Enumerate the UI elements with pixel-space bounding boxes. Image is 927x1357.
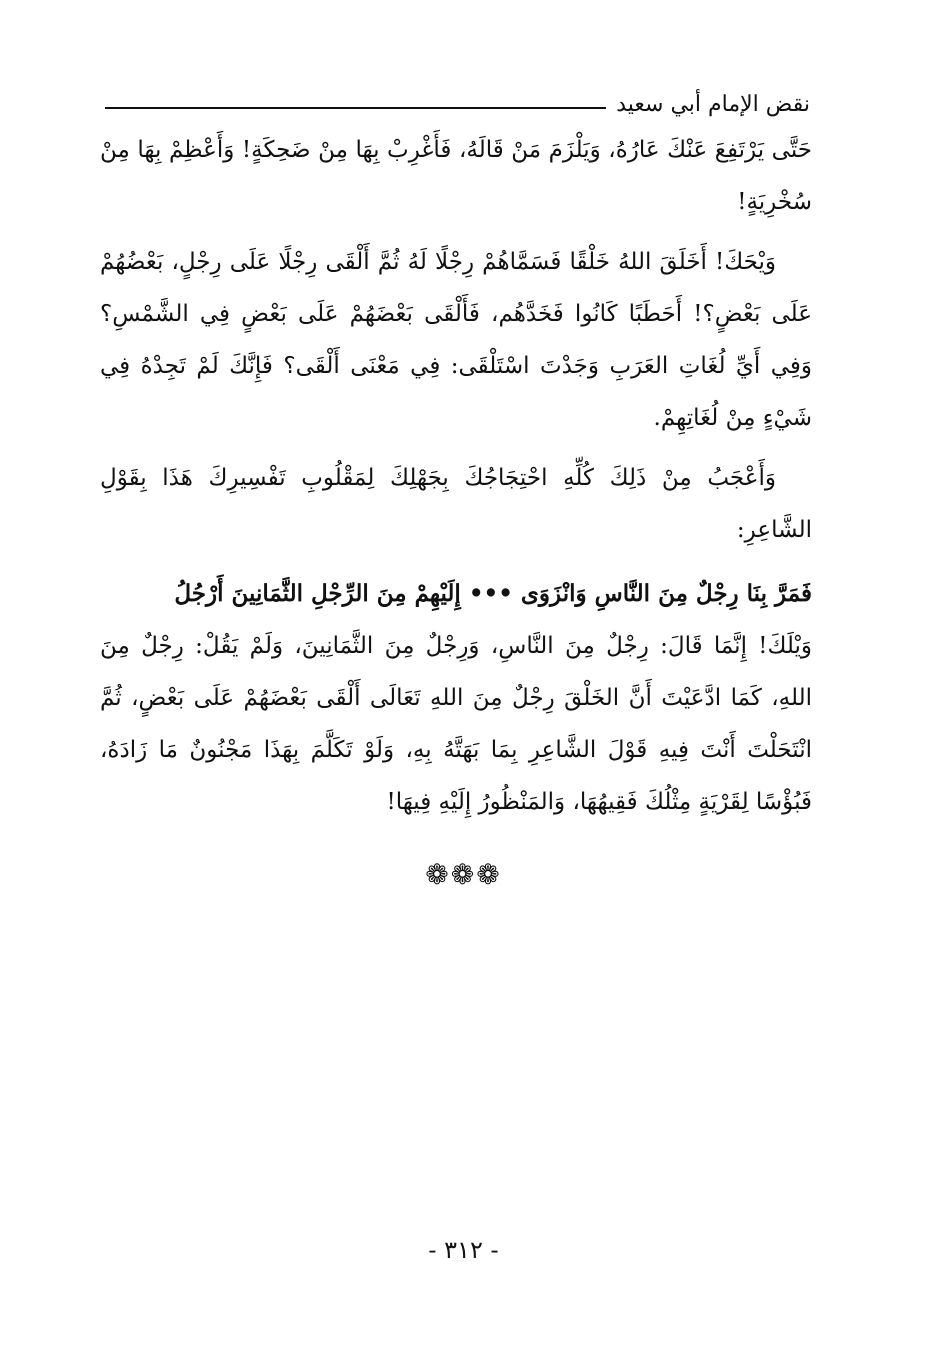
section-ornament: ❁❁❁	[425, 858, 502, 891]
running-head	[105, 76, 810, 116]
running-head-rule	[105, 107, 606, 109]
paragraph: حَتَّى يَرْتَفِعَ عَنْكَ عَارُهُ، وَيَلْزَمَ مَنْ قَالَهُ، فَأَغْرِبْ بِهَا مِنْ ضَحِكَةٍ! وَأَعْظِمْ بِهَا مِنْ سُخْرِيَةٍ!	[100, 137, 812, 215]
page-number: - ٣١٢ -	[428, 1236, 499, 1264]
poetry-verse: فَمَرَّ بِنَا رِجْلٌ مِنَ النَّاسِ وَانْزَوَى ••• إِلَيْهِمْ مِنَ الرِّجْلِ الثَّمَانِينَ أَرْجُلُ	[174, 580, 812, 607]
paragraph: وَيْحَكَ! أَخَلَقَ اللهُ خَلْقًا فَسَمَّاهُمْ رِجْلًا لَهُ ثُمَّ أَلْقَى رِجْلًا عَلَى رِجْلٍ، بَعْضُهُمْ عَلَى بَعْضٍ؟! أَحَطَبًا كَانُوا فَخَدَّهُم، فَأَلْقَى بَعْضَهُمْ عَلَى بَعْضٍ فِي الشَّمْسِ؟ وَفِي أَيِّ لُغَاتِ العَرَبِ وَجَدْتَ اسْتَلْقَى: فِي مَعْنَى أَلْقَى؟ فَإِنَّكَ لَمْ تَجِدْهُ فِي شَيْءٍ مِنْ لُغَاتِهِمْ.	[100, 249, 813, 431]
paragraph: وَيْلَكَ! إِنَّمَا قَالَ: رِجْلٌ مِنَ النَّاسِ، وَرِجْلٌ مِنَ الثَّمَانِينَ، وَلَمْ يَقُلْ: رِجْلٌ مِنَ اللهِ، كَمَا ادَّعَيْتَ أَنَّ الخَلْقَ رِجْلٌ مِنَ اللهِ تَعَالَى أَلْقَى بَعْضَهُمْ عَلَى بَعْضٍ، ثُمَّ انْتَحَلْتَ أَنْتَ فِيهِ قَوْلَ الشَّاعِرِ بِمَا بَهَتَّهُ بِهِ، وَلَوْ تَكَلَّمَ بِهَذَا مَجْنُونٌ مَا زَادَهُ، فَبُؤْسًا لِقَرْيَةٍ مِثْلُكَ فَقِيهُهَا، وَالمَنْظُورُ إِلَيْهِ فِيهَا!	[100, 633, 812, 815]
paragraph: وَأَعْجَبُ مِنْ ذَلِكَ كُلِّهِ احْتِجَاجُكَ بِجَهْلِكَ لِمَقْلُوبِ تَفْسِيرِكَ هَذَا بِقَوْلِ الشَّاعِرِ:	[100, 465, 812, 543]
body-text	[100, 124, 812, 836]
running-head-title: نقض الإمام أبي سعيد	[616, 92, 810, 117]
